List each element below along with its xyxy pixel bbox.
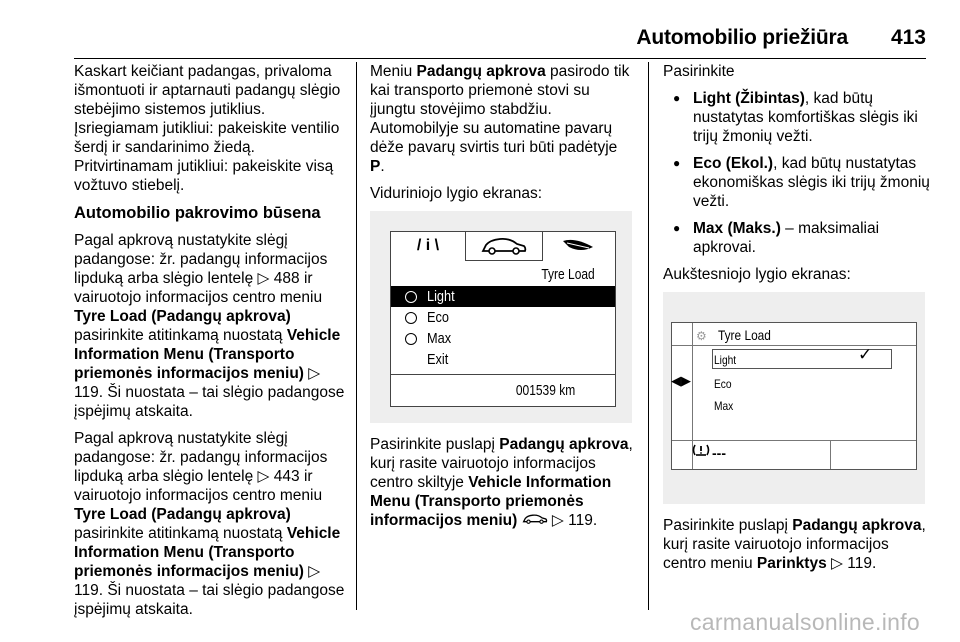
ref-arrow-icon: ▷ [308, 365, 321, 382]
display-title: Tyre Load [541, 266, 595, 283]
odometer-readout: 001539 km [515, 382, 575, 399]
eco-tab [541, 232, 615, 260]
page-reference[interactable]: 119 [74, 384, 99, 401]
list-item: ● Eco (Ekol.), kad būtų nustatytas ekonomiškas slėgis iki trijų žmonių vežti. [663, 154, 931, 211]
display-divider [672, 345, 916, 346]
display-divider [672, 440, 916, 441]
paragraph: Kaskart keičiant padangas, privaloma išmontuoti ir aptarnauti padangų slėgio stebėjimo sistemos jutiklius. Įsriegiamam jutikliui: pakeiskite ventilio šerdį ir sandarinimo žiedą. Pritvirtinamam jutikliui: pakeiskite visą vožtuvo stiebelį. [74, 63, 341, 194]
ref-arrow-icon: ▷ [308, 563, 321, 580]
car-icon [522, 512, 548, 529]
list-item: ● Light (Žibintas), kad būtų nustatytas komfortiškas slėgis iki trijų žmonių vežti. [663, 89, 931, 146]
arrows-icon: ◀▶ [671, 373, 691, 388]
section-heading: Automobilio pakrovimo būsena [74, 204, 321, 222]
paragraph: Meniu Padangų apkrova pasirodo tik kai transporto priemonė stovi su įjungtu stovėjimo stabdžiu. Automobilyje su automatine pavarų dėže pavarų svirtis turi būti padėtyje P. [370, 63, 630, 175]
paragraph: Pasirinkite [663, 63, 735, 80]
trip-tab: / i \ [416, 237, 440, 254]
option-exit[interactable]: Exit [427, 351, 449, 368]
ref-arrow-icon: ▷ [257, 468, 270, 485]
tyre-icon [692, 442, 710, 463]
list-item: ● Max (Maks.) – maksimaliai apkrovai. [663, 219, 931, 257]
leaf-icon [561, 237, 595, 255]
option-light[interactable]: Light [714, 353, 737, 367]
tyre-status-value: --- [712, 445, 726, 461]
display-tab-bar [391, 232, 615, 260]
display-title: Tyre Load [718, 327, 771, 343]
page-reference[interactable]: 119 [74, 582, 99, 599]
option-max[interactable]: Max [391, 328, 615, 349]
paragraph: Viduriniojo lygio ekranas: [370, 185, 543, 202]
midlevel-display-screen [390, 231, 616, 407]
column-2 [370, 62, 636, 538]
paragraph: Aukštesniojo lygio ekranas: [663, 266, 851, 283]
column-divider [356, 62, 357, 610]
ref-arrow-icon: ▷ [831, 555, 843, 572]
display-divider [830, 441, 831, 469]
ref-arrow-icon: ▷ [257, 270, 270, 287]
page-number: 413 [890, 26, 926, 49]
option-light[interactable]: Light [391, 286, 615, 307]
bullet-list [663, 89, 931, 257]
option-max[interactable]: Max [714, 399, 734, 413]
radio-circle-icon [405, 312, 417, 324]
checkmark-icon: ✓ [858, 345, 873, 364]
paragraph: Pasirinkite puslapį Padangų apkrova, kurį rasite vairuotojo informacijos centro skiltyje Vehicle Information Menu (Transporto priemonės informacijos meniu) ▷ 119. [370, 436, 633, 529]
page-reference[interactable]: 119 [847, 555, 872, 572]
column-3 [663, 62, 931, 581]
paragraph: Pagal apkrovą nustatykite slėgį padangose: žr. padangų informacijos lipduką arba slėgio lentelę ▷ 443 ir vairuotojo informacijos centro meniu Tyre Load (Padangų apkrova) pasirinkite atitinkamą nuostatą Vehicle Information Menu (Transporto priemonės informacijos meniu) ▷ 119. Ši nuostata – tai slėgio padangose įspėjimų atskaita. [74, 430, 345, 618]
page-reference[interactable]: 488 [273, 270, 300, 287]
display-divider [391, 374, 615, 375]
header-rule [74, 58, 926, 59]
uplevel-display-figure [663, 292, 925, 504]
header-title: Automobilio priežiūra [636, 26, 848, 49]
car-icon [480, 236, 528, 256]
page-header [74, 18, 926, 54]
column-1 [74, 62, 346, 627]
midlevel-display-figure [370, 211, 632, 423]
page-reference[interactable]: 443 [273, 468, 300, 485]
watermark: carmanualsonline.info [689, 609, 920, 635]
ref-arrow-icon: ▷ [551, 512, 564, 529]
page-reference[interactable]: 119 [568, 512, 593, 529]
vehicle-tab [465, 232, 543, 261]
option-eco[interactable]: Eco [714, 377, 732, 391]
paragraph: Pagal apkrovą nustatykite slėgį padangose: žr. padangų informacijos lipduką arba slėgio lentelę ▷ 488 ir vairuotojo informacijos centro meniu Tyre Load (Padangų apkrova) pasirinkite atitinkamą nuostatą Vehicle Information Menu (Transporto priemonės informacijos meniu) ▷ 119. Ši nuostata – tai slėgio padangose įspėjimų atskaita. [74, 232, 345, 420]
option-eco[interactable]: Eco [391, 307, 615, 328]
radio-circle-icon [405, 291, 417, 303]
paragraph: Pasirinkite puslapį Padangų apkrova, kurį rasite vairuotojo informacijos centro meniu Parinktys ▷ 119. [663, 517, 926, 572]
uplevel-display-screen [671, 322, 917, 470]
radio-circle-icon [405, 333, 417, 345]
settings-icon: ⚙ [696, 329, 707, 343]
column-divider [648, 62, 649, 610]
